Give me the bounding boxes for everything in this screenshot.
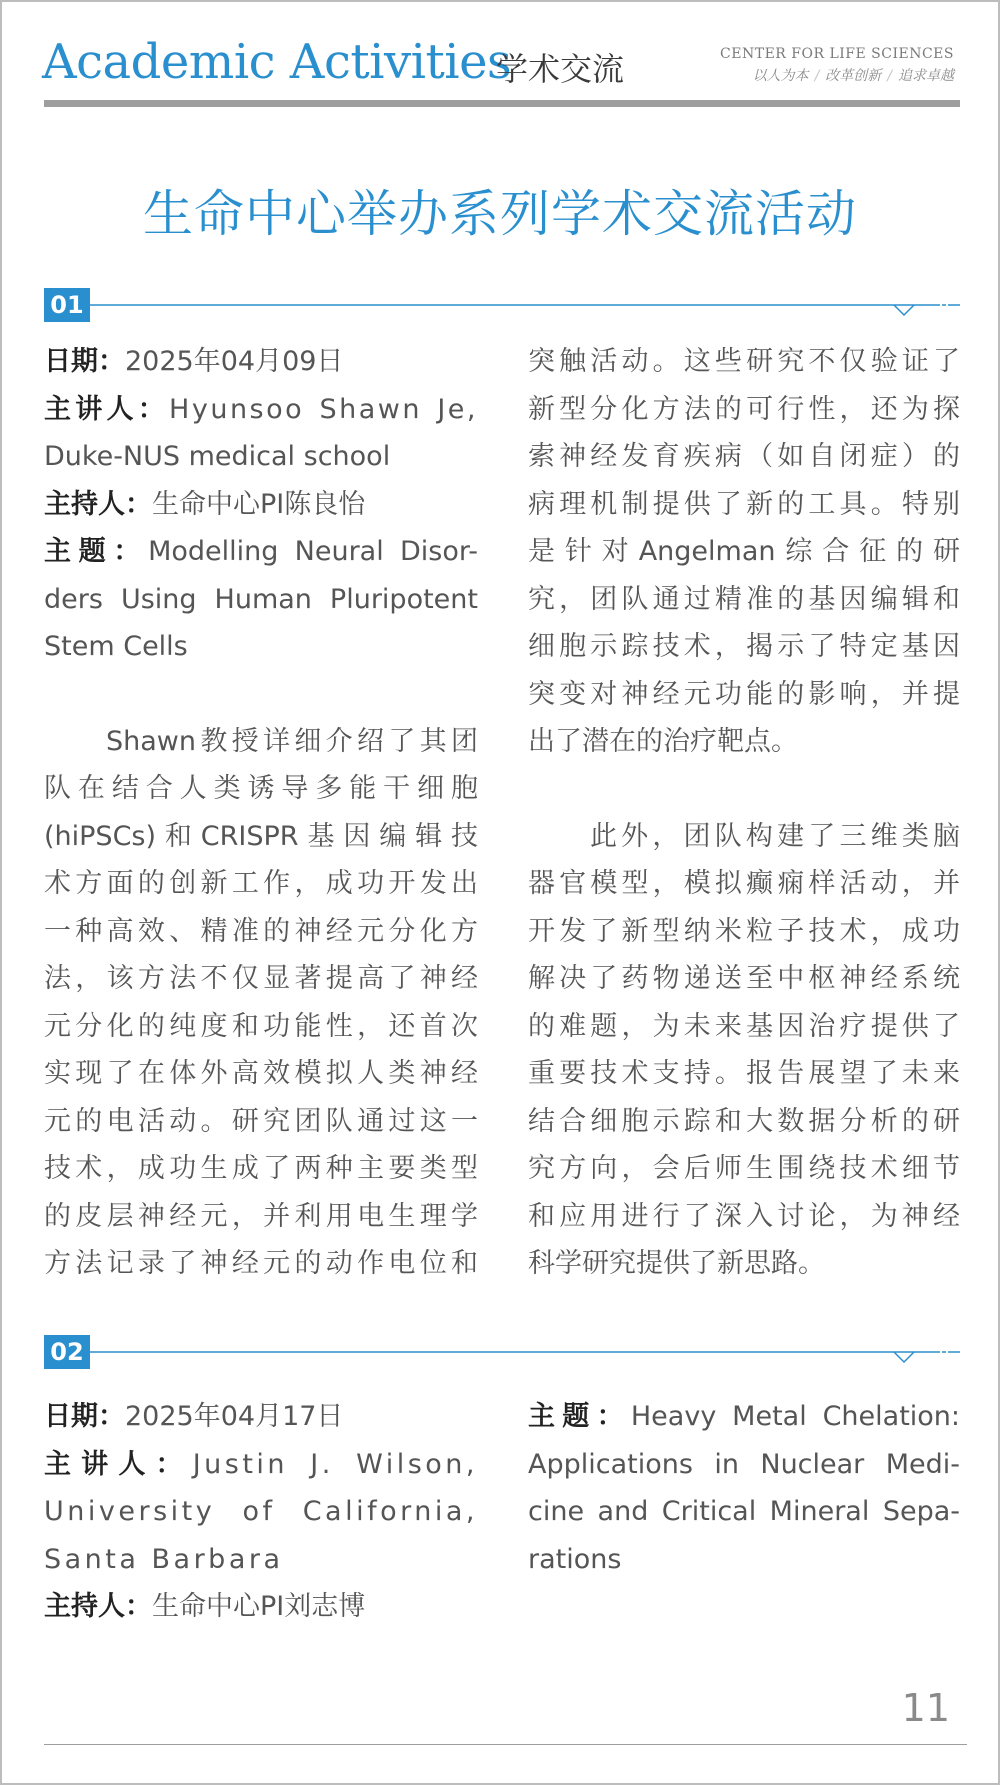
section-01-left-column (44, 338, 478, 1288)
speaker-affiliation: Duke-NUS medical school (44, 441, 391, 472)
body-line: 索神经发育疾病（如自闭症）的 (528, 441, 960, 472)
section-divider-line (90, 288, 960, 322)
body-line: 术方面的创新工作，成功开发出 (44, 868, 478, 899)
section-number: 02 (44, 1335, 90, 1369)
speaker-affiliation: Santa Barbara (44, 1543, 284, 1575)
topic-value: Modelling Neural Disor- (148, 536, 478, 567)
body-line: (hiPSCs)和CRISPR基因编辑技 (44, 820, 478, 852)
body-line: 细胞示踪技术，揭示了特定基因 (528, 631, 960, 662)
info-line (44, 623, 478, 671)
body-line: 重要技术支持。报告展望了未来 (528, 1058, 960, 1089)
body-line: 此外，团队构建了三维类脑 (590, 820, 960, 852)
info-line (44, 338, 478, 386)
topic-label: 主题： (528, 1401, 631, 1432)
info-line (44, 433, 478, 481)
body-line: 器官模型，模拟癫痫样活动，并 (528, 868, 960, 899)
body-line: 出了潜在的治疗靶点。 (528, 726, 798, 757)
speaker-affiliation: University of California, (44, 1496, 478, 1527)
info-line: Applications in Nuclear Medi- (528, 1448, 960, 1480)
info-line (44, 481, 478, 529)
host-value: 生命中心PI刘志博 (152, 1591, 366, 1622)
page-title: 生命中心举办系列学术交流活动 (143, 185, 857, 243)
date-label: 日期： (44, 1401, 125, 1432)
body-line: 开发了新型纳米粒子技术，成功 (528, 915, 960, 947)
speaker-value: Hyunsoo Shawn Je, (169, 393, 478, 425)
body-line: Shawn教授详细介绍了其团 (106, 725, 478, 757)
header-divider (44, 100, 960, 107)
body-line: 突触活动。这些研究不仅验证了 (528, 346, 960, 377)
speaker-label: 主讲人： (44, 393, 170, 425)
body-line: 结合细胞示踪和大数据分析的研 (528, 1105, 960, 1137)
section-02-marker (44, 1335, 960, 1369)
body-line: 队在结合人类诱导多能干细胞 (44, 773, 478, 804)
body-line: 究，团队通过精准的基因编辑和 (528, 583, 960, 615)
host-label: 主持人： (44, 488, 152, 520)
body-line: 解决了药物递送至中枢神经系统 (528, 963, 960, 994)
body-line: 实现了在体外高效模拟人类神经 (44, 1058, 478, 1089)
host-value: 生命中心PI陈良怡 (152, 488, 366, 520)
section-02-left-column (44, 1393, 478, 1631)
info-line (44, 1393, 478, 1441)
body-line: 新型分化方法的可行性，还为探 (528, 393, 960, 425)
section-01-marker (44, 288, 960, 322)
topic-value: ders Using Human Pluripotent (44, 583, 478, 615)
topic-value: Stem Cells (44, 631, 188, 662)
body-line: 元的电活动。研究团队通过这一 (44, 1105, 478, 1137)
info-line (44, 1441, 478, 1489)
body-line: 法，该方法不仅显著提高了神经 (44, 963, 478, 994)
host-label: 主持人： (44, 1591, 152, 1622)
body-line: 的难题，为未来基因治疗提供了 (528, 1010, 960, 1042)
info-line (528, 1393, 960, 1441)
info-line (44, 576, 478, 624)
info-line (44, 528, 478, 576)
body-line: 一种高效、精准的神经元分化方 (44, 915, 478, 947)
body-line: 科学研究提供了新思路。 (528, 1248, 825, 1279)
speaker-label: 主讲人： (44, 1448, 193, 1480)
info-line: rations (528, 1543, 622, 1575)
body-line: 究方向，会后师生围绕技术细节 (528, 1153, 960, 1184)
body-line: 的皮层神经元，并利用电生理学 (44, 1200, 478, 1232)
body-line: 技术，成功生成了两种主要类型 (44, 1153, 478, 1184)
date-value: 2025年04月09日 (125, 346, 344, 377)
header-title-en: Academic Activities (42, 34, 512, 90)
section-number: 01 (44, 288, 90, 322)
motto-1: 以人为本 (752, 68, 809, 84)
info-line (44, 1536, 478, 1584)
speaker-value: Justin J. Wilson, (192, 1448, 478, 1480)
motto-2: 改革创新 (825, 68, 882, 84)
topic-label: 主题： (44, 536, 149, 567)
info-line (44, 1583, 478, 1631)
motto-separator: / (814, 68, 820, 84)
body-line: 和应用进行了深入讨论，为神经 (528, 1200, 960, 1232)
date-value: 2025年04月17日 (125, 1401, 344, 1432)
section-divider-line (90, 1335, 960, 1369)
section-01-right-column (528, 338, 960, 1288)
topic-value: Heavy Metal Chelation: (630, 1401, 961, 1432)
body-line: 是针对Angelman综合征的研 (528, 536, 960, 567)
body-line: 病理机制提供了新的工具。特别 (528, 488, 960, 520)
footer-divider (44, 1744, 967, 1745)
page-number: 11 (901, 1686, 950, 1730)
center-name: CENTER FOR LIFE SCIENCES (720, 46, 954, 62)
body-line: 元分化的纯度和功能性，还首次 (44, 1010, 478, 1042)
header-mottos (753, 65, 954, 85)
info-line (44, 386, 478, 434)
info-line: cine and Critical Mineral Sepa- (528, 1496, 960, 1527)
body-line: 方法记录了神经元的动作电位和 (44, 1248, 478, 1279)
date-label: 日期： (44, 346, 125, 377)
header-title-cn: 学术交流 (496, 50, 625, 88)
motto-separator: / (887, 68, 892, 84)
section-02-right-column (528, 1393, 960, 1583)
body-line: 突变对神经元功能的影响，并提 (528, 678, 960, 710)
info-line (44, 1488, 478, 1536)
motto-3: 追求卓越 (898, 68, 954, 84)
